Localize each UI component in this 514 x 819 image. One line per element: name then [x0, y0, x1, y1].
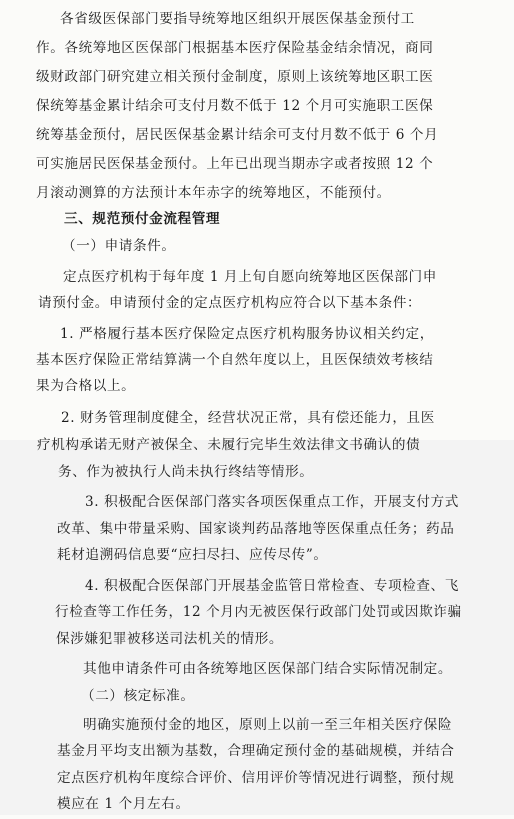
condition-1-line-2: 基本医疗保险正常结算满一个自然年度以上，且医保绩效考核结 [36, 352, 434, 368]
para1-line-7: 月滚动测算的方法预计本年赤字的统筹地区，不能预付。 [36, 185, 391, 201]
condition-1-line-1: 1. 严格履行基本医疗保险定点医疗机构服务协议相关约定， [60, 326, 434, 342]
para1-line-1: 各省级医保部门要指导统筹地区组织开展医保基金预付工 [60, 11, 415, 27]
section-3-heading: 三、规范预付金流程管理 [64, 211, 221, 227]
para3-line-3: 定点医疗机构年度综合评价、信用评价等情况进行调整，预付规 [57, 770, 455, 786]
condition-4-line-1: 4. 积极配合医保部门开展基金监管日常检查、专项检查、飞 [85, 578, 459, 594]
condition-3-line-2: 改革、集中带量采购、国家谈判药品落地等医保重点任务；药品 [57, 521, 455, 537]
para1-line-4: 保统筹基金累计结余可支付月数不低于 12 个月可实施职工医保 [36, 98, 434, 114]
para1-line-3: 级财政部门研究建立相关预付金制度，原则上该统筹地区职工医 [36, 69, 434, 85]
para1-line-6: 可实施居民医保基金预付。上年已出现当期赤字或者按照 12 个 [36, 156, 434, 172]
para1-line-5: 统筹基金预付，居民医保基金累计结余可支付月数不低于 6 个月 [36, 127, 439, 143]
para2-line-1: 定点医疗机构于每年度 1 月上旬自愿向统筹地区医保部门申 [63, 269, 437, 285]
condition-3-line-3: 耗材追溯码信息要“应扫尽扫、应传尽传”。 [57, 547, 328, 563]
para2-line-2: 请预付金。申请预付金的定点医疗机构应符合以下基本条件： [38, 295, 422, 311]
condition-2-line-1: 2. 财务管理制度健全，经营状况正常，具有偿还能力，且医 [61, 410, 435, 426]
subsection-1-heading: （一）申请条件。 [62, 238, 176, 254]
condition-3-line-1: 3. 积极配合医保部门落实各项医保重点工作，开展支付方式 [85, 494, 459, 510]
other-conditions: 其他申请条件可由各统筹地区医保部门结合实际情况制定。 [83, 661, 453, 677]
condition-4-line-2: 行检查等工作任务，12 个月内无被医保行政部门处罚或因欺诈骗 [55, 604, 462, 620]
condition-1-line-3: 果为合格以上。 [36, 378, 136, 394]
condition-4-line-3: 保涉嫌犯罪被移送司法机关的情形。 [56, 631, 284, 647]
para3-line-4: 模应在 1 个月左右。 [57, 796, 190, 812]
subsection-2-heading: （二）核定标准。 [81, 688, 195, 704]
condition-2-line-3: 务、作为被执行人尚未执行终结等情形。 [58, 464, 314, 480]
para1-line-2: 作。各统筹地区医保部门根据基本医疗保险基金结余情况，商同 [36, 40, 434, 56]
para3-line-2: 基金月平均支出额为基数，合理确定预付金的基础规模，并结合 [57, 743, 455, 759]
condition-2-line-2: 疗机构承诺无财产被保全、未履行完毕生效法律文书确认的债 [37, 437, 421, 453]
para3-line-1: 明确实施预付金的地区，原则上以前一至三年相关医疗保险 [83, 717, 453, 733]
